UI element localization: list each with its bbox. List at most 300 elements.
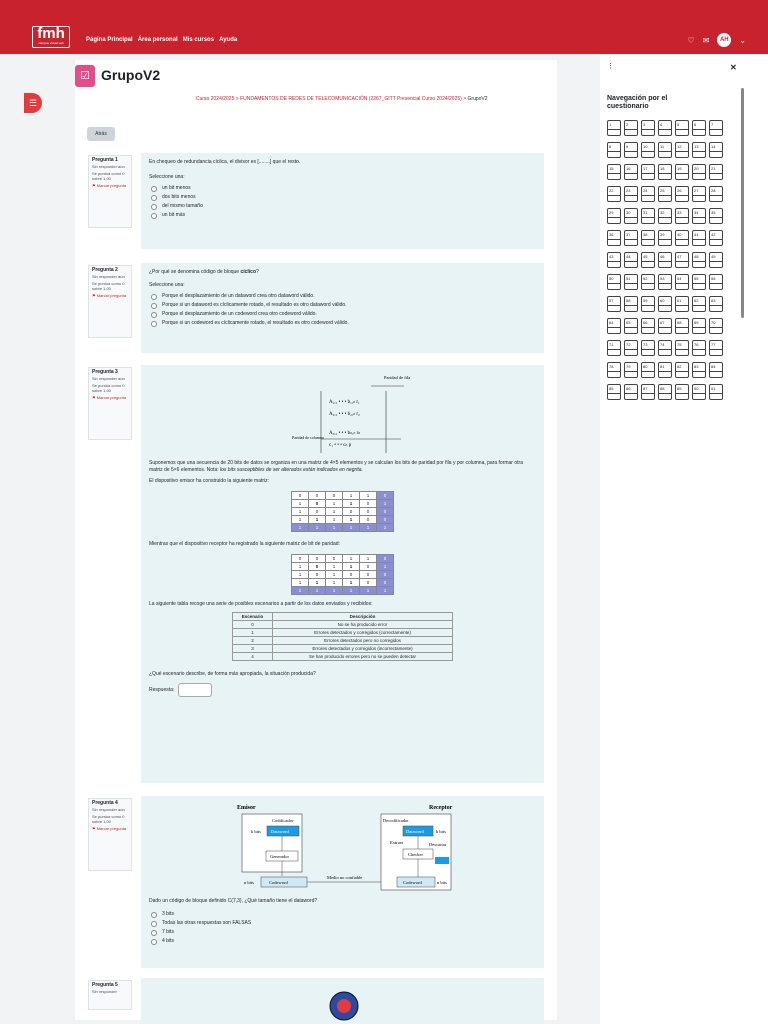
matrix-cell: 0 bbox=[377, 555, 394, 563]
matrix-cell: 1 bbox=[326, 563, 343, 571]
quiz-nav-button[interactable]: 67 bbox=[658, 318, 672, 334]
question-5-figure bbox=[141, 978, 544, 1024]
discard-label: Descartar bbox=[429, 842, 447, 847]
matrix-cell: 0 bbox=[360, 579, 377, 587]
answer-option[interactable] bbox=[151, 938, 536, 945]
quiz-nav-button[interactable]: 83 bbox=[692, 362, 706, 378]
matrix-row bbox=[292, 492, 394, 500]
table-row bbox=[233, 637, 453, 645]
matrix-cell: 1 bbox=[326, 571, 343, 579]
sender-label: Emisor bbox=[237, 805, 256, 811]
matrix-cell: 1 bbox=[343, 587, 360, 595]
matrix-cell: 0 bbox=[292, 492, 309, 500]
matrix-cell: 1 bbox=[292, 571, 309, 579]
receiver-label: Receptor bbox=[429, 805, 453, 811]
quiz-nav-title: Navegación por el cuestionario bbox=[607, 95, 668, 110]
matrix-cell: 0 bbox=[377, 579, 394, 587]
quiz-nav-button[interactable]: 80 bbox=[641, 362, 655, 378]
quiz-nav-button[interactable]: 10 bbox=[641, 142, 655, 158]
matrix-cell: 0 bbox=[309, 571, 326, 579]
matrix-row bbox=[292, 579, 394, 587]
radio-button[interactable] bbox=[151, 930, 157, 936]
option-label: 7 bits bbox=[162, 929, 174, 935]
quiz-nav-button[interactable]: 14 bbox=[709, 142, 723, 158]
table-header-row bbox=[233, 613, 453, 621]
quiz-nav-button[interactable]: 64 bbox=[607, 318, 621, 334]
matrix-cell: 1 bbox=[360, 524, 377, 532]
sender-matrix bbox=[291, 491, 394, 532]
answer-label: Respuesta: bbox=[149, 686, 175, 693]
matrix-cell: 0 bbox=[377, 571, 394, 579]
question-number: Pregunta 2 bbox=[92, 267, 118, 273]
radio-button[interactable] bbox=[151, 213, 157, 219]
matrix-cell: 1 bbox=[377, 563, 394, 571]
radio-button[interactable] bbox=[151, 939, 157, 945]
generator-label: Generador bbox=[270, 854, 289, 859]
channel-label: Medio no confiable bbox=[327, 875, 363, 880]
question-text-bold: cíclico bbox=[240, 269, 257, 275]
column-header: Descripción bbox=[273, 613, 453, 621]
option-label: un bit menos bbox=[162, 185, 191, 191]
matrix-cell: 1 bbox=[292, 579, 309, 587]
matrix-row bbox=[292, 500, 394, 508]
quiz-nav-button[interactable]: 36 bbox=[607, 230, 621, 246]
answer-option[interactable] bbox=[151, 302, 536, 309]
quiz-nav-button[interactable]: 74 bbox=[658, 340, 672, 356]
codeword-label: Codeword bbox=[269, 880, 288, 885]
quiz-nav-button[interactable]: 77 bbox=[709, 340, 723, 356]
matrix-cell: 1 bbox=[343, 524, 360, 532]
bell-icon[interactable]: ♡ bbox=[687, 35, 695, 45]
radio-button[interactable] bbox=[151, 321, 157, 327]
quiz-nav-button[interactable]: 45 bbox=[641, 252, 655, 268]
flag-label: Marcar pregunta bbox=[96, 293, 127, 298]
quiz-nav-button[interactable]: 60 bbox=[658, 296, 672, 312]
quiz-nav-button[interactable]: 46 bbox=[658, 252, 672, 268]
option-label: 3 bits bbox=[162, 911, 174, 917]
matrix-cell: 0 bbox=[377, 492, 394, 500]
matrix-cell: 1 bbox=[377, 524, 394, 532]
quiz-nav-button[interactable]: 72 bbox=[624, 340, 638, 356]
quiz-nav-button[interactable]: 44 bbox=[624, 252, 638, 268]
quiz-nav-button[interactable]: 33 bbox=[675, 208, 689, 224]
quiz-nav-button[interactable]: 38 bbox=[641, 230, 655, 246]
chevron-down-icon[interactable]: ⌄ bbox=[739, 35, 746, 45]
matrix-cell: 1 bbox=[292, 587, 309, 595]
quiz-nav-button[interactable]: 59 bbox=[641, 296, 655, 312]
quiz-nav-button[interactable]: 25 bbox=[658, 186, 672, 202]
quiz-nav-button[interactable]: 3 bbox=[641, 120, 655, 136]
question-state: Sin responder aún bbox=[92, 164, 125, 169]
matrix-cell: 1 bbox=[292, 563, 309, 571]
quiz-nav-button[interactable]: 20 bbox=[692, 164, 706, 180]
matrix-cell: 0 bbox=[309, 492, 326, 500]
matrix-cell: 0 bbox=[377, 516, 394, 524]
quiz-nav-button[interactable]: 11 bbox=[658, 142, 672, 158]
quiz-nav-button[interactable]: 12 bbox=[675, 142, 689, 158]
quiz-nav-button[interactable]: 41 bbox=[692, 230, 706, 246]
quiz-nav-button[interactable]: 55 bbox=[692, 274, 706, 290]
matrix-row bbox=[292, 524, 394, 532]
quiz-nav-button[interactable]: 8 bbox=[607, 142, 621, 158]
answer-option[interactable] bbox=[151, 185, 536, 192]
matrix-row bbox=[292, 563, 394, 571]
select-prompt: Seleccione una: bbox=[149, 282, 185, 288]
column-header: Escenario bbox=[233, 613, 273, 621]
option-label: Porque si un dataword es cíclicamente rotado, el resultado es otro dataword válido. bbox=[162, 302, 347, 308]
question-info bbox=[88, 980, 132, 1010]
close-drawer-icon[interactable]: ✕ bbox=[730, 63, 737, 72]
answer-option[interactable] bbox=[151, 320, 536, 327]
user-tools bbox=[687, 33, 746, 47]
page-title: GrupoV2 bbox=[101, 67, 161, 83]
quiz-nav-grid bbox=[607, 120, 729, 391]
flag-icon: ⚑ bbox=[92, 293, 96, 298]
matrix-cell: 0 bbox=[343, 508, 360, 516]
quiz-nav-button[interactable]: 51 bbox=[624, 274, 638, 290]
extract-label: Extraer bbox=[390, 840, 404, 845]
question-text bbox=[149, 460, 536, 474]
answer-row bbox=[149, 683, 536, 697]
question-text: Mientras que el dispositivo receptor ha registrado la siguiente matriz de bit de paridad: bbox=[149, 541, 340, 547]
quiz-nav-button[interactable]: 56 bbox=[709, 274, 723, 290]
quiz-nav-button[interactable]: 50 bbox=[607, 274, 621, 290]
quiz-nav-button[interactable]: 15 bbox=[607, 164, 621, 180]
option-label: dos bits menos bbox=[162, 194, 196, 200]
question-3 bbox=[141, 365, 544, 783]
matrix-cell: 1 bbox=[309, 587, 326, 595]
quiz-nav-button[interactable]: 29 bbox=[607, 208, 621, 224]
figure-shape bbox=[337, 999, 351, 1013]
matrix-cell: 1 bbox=[360, 555, 377, 563]
matrix-row bbox=[292, 516, 394, 524]
question-state: Sin responder aún bbox=[92, 807, 125, 812]
quiz-nav-button[interactable]: 54 bbox=[675, 274, 689, 290]
table-cell: Errores detectados pero no corregidos bbox=[273, 637, 453, 645]
breadcrumb: Curso 2024/2025 > FUNDAMENTOS DE REDES DE TELECOMUNICACIÓN (2267_GITT Presencial Curso 2024/2025) > GrupoV2 bbox=[196, 96, 488, 102]
quiz-nav-button[interactable]: 49 bbox=[709, 252, 723, 268]
quiz-nav-button[interactable]: 84 bbox=[709, 362, 723, 378]
k-bits-label: k bits bbox=[436, 829, 446, 834]
quiz-nav-button[interactable]: 21 bbox=[709, 164, 723, 180]
matrix-cell: 1 bbox=[360, 587, 377, 595]
radio-button[interactable] bbox=[151, 204, 157, 210]
matrix-cell: 1 bbox=[309, 579, 326, 587]
question-text-part: Suponemos que una secuencia de 20 bits de datos se organiza en una matriz de 4×5 elementos y se calculan los bits de paridad por fila y por columna, para formar otra matriz de 5×6 elementos. Nota: bbox=[149, 460, 523, 473]
quiz-nav-button[interactable]: 69 bbox=[692, 318, 706, 334]
table-row bbox=[233, 653, 453, 661]
site-logo[interactable] bbox=[32, 26, 70, 48]
question-text: El dispositivo emisor ha construido la siguiente matriz: bbox=[149, 478, 270, 484]
radio-button[interactable] bbox=[151, 195, 157, 201]
question-info bbox=[88, 367, 132, 440]
option-label: un bit más bbox=[162, 212, 186, 218]
quiz-nav-button[interactable]: 28 bbox=[709, 186, 723, 202]
encoder-label: Codificador bbox=[272, 818, 294, 823]
flag-question-link[interactable] bbox=[92, 395, 128, 400]
question-4 bbox=[141, 796, 544, 968]
quiz-nav-button[interactable]: 57 bbox=[607, 296, 621, 312]
quiz-nav-button[interactable]: 88 bbox=[658, 384, 672, 400]
breadcrumb-course[interactable]: FUNDAMENTOS DE REDES DE TELECOMUNICACIÓN (2267_GITT Presencial Curso 2024/2025) bbox=[240, 96, 462, 102]
quiz-nav-button[interactable]: 58 bbox=[624, 296, 638, 312]
matrix-row bbox=[292, 508, 394, 516]
matrix-cell: 0 bbox=[360, 563, 377, 571]
quiz-nav-button[interactable]: 85 bbox=[607, 384, 621, 400]
question-grade: Se puntúa como 0 sobre 1,00 bbox=[92, 814, 125, 824]
quiz-nav-button[interactable]: 18 bbox=[658, 164, 672, 180]
quiz-nav-button[interactable]: 79 bbox=[624, 362, 638, 378]
matrix-cell: 1 bbox=[326, 508, 343, 516]
quiz-nav-button[interactable]: 35 bbox=[709, 208, 723, 224]
matrix-cell: 1 bbox=[292, 500, 309, 508]
checker-label: Checker bbox=[408, 852, 423, 857]
question-text: Dado un código de bloque definido C(7,3), ¿Qué tamaño tiene el dataword? bbox=[149, 898, 318, 904]
matrix-cell: 0 bbox=[343, 571, 360, 579]
matrix-cell: 0 bbox=[377, 508, 394, 516]
quiz-nav-button[interactable]: 9 bbox=[624, 142, 638, 158]
table-row bbox=[233, 645, 453, 653]
column-parity-label: Paridad de columna bbox=[292, 435, 324, 440]
quiz-nav-button[interactable]: 47 bbox=[675, 252, 689, 268]
matrix-cell: 1 bbox=[326, 516, 343, 524]
mail-icon[interactable]: ✉ bbox=[702, 35, 710, 45]
quiz-nav-button[interactable]: 71 bbox=[607, 340, 621, 356]
matrix-cell: 1 bbox=[343, 492, 360, 500]
question-text: ¿Qué escenario describe, de forma más apropiada, la situación producida? bbox=[149, 671, 316, 677]
radio-button[interactable] bbox=[151, 921, 157, 927]
flag-icon: ⚑ bbox=[92, 826, 96, 831]
quiz-nav-button[interactable]: 48 bbox=[692, 252, 706, 268]
matrix-cell: 0 bbox=[309, 555, 326, 563]
answer-option[interactable] bbox=[151, 911, 536, 918]
quiz-nav-button[interactable]: 73 bbox=[641, 340, 655, 356]
matrix-cell: 1 bbox=[360, 492, 377, 500]
logo-text: fmh bbox=[37, 25, 65, 42]
back-button[interactable]: Atrás bbox=[87, 127, 115, 141]
quiz-nav-button[interactable]: 16 bbox=[624, 164, 638, 180]
table-cell: 3 bbox=[233, 645, 273, 653]
matrix-cell: 1 bbox=[292, 508, 309, 516]
flag-label: Marcar pregunta bbox=[96, 826, 127, 831]
quiz-nav-button[interactable]: 5 bbox=[675, 120, 689, 136]
matrix-cell: 1 bbox=[377, 500, 394, 508]
quiz-nav-button[interactable]: 2 bbox=[624, 120, 638, 136]
quiz-nav-button[interactable]: 76 bbox=[692, 340, 706, 356]
quiz-nav-button[interactable]: 6 bbox=[692, 120, 706, 136]
radio-button[interactable] bbox=[151, 294, 157, 300]
flag-question-link[interactable] bbox=[92, 293, 128, 298]
matrix-cell: c₁ • • • cₙ p bbox=[329, 443, 352, 448]
n-bits-label: n bits bbox=[244, 880, 254, 885]
quiz-nav-button[interactable]: 27 bbox=[692, 186, 706, 202]
quiz-nav-button[interactable]: 78 bbox=[607, 362, 621, 378]
quiz-nav-button[interactable]: 19 bbox=[675, 164, 689, 180]
nav-home[interactable]: Página Principal bbox=[86, 37, 133, 43]
quiz-nav-button[interactable]: 89 bbox=[675, 384, 689, 400]
question-1 bbox=[141, 153, 544, 249]
table-cell: Se han producido errores pero no se pueden detectar bbox=[273, 653, 453, 661]
quiz-nav-button[interactable]: 65 bbox=[624, 318, 638, 334]
nav-my-courses[interactable]: Mis cursos bbox=[182, 37, 215, 43]
matrix-cell: 0 bbox=[309, 500, 326, 508]
quiz-nav-button[interactable]: 24 bbox=[641, 186, 655, 202]
quiz-nav-button[interactable]: 43 bbox=[607, 252, 621, 268]
answer-option[interactable] bbox=[151, 311, 536, 318]
quiz-nav-button[interactable]: 70 bbox=[709, 318, 723, 334]
table-cell: 1 bbox=[233, 629, 273, 637]
matrix-row bbox=[292, 587, 394, 595]
table-cell: 4 bbox=[233, 653, 273, 661]
quiz-nav-button[interactable]: 81 bbox=[658, 362, 672, 378]
quiz-nav-button[interactable]: 68 bbox=[675, 318, 689, 334]
matrix-cell: 1 bbox=[343, 555, 360, 563]
matrix-cell: 0 bbox=[326, 555, 343, 563]
quiz-nav-button[interactable]: 75 bbox=[675, 340, 689, 356]
quiz-nav-button[interactable]: 17 bbox=[641, 164, 655, 180]
quiz-nav-button[interactable]: 37 bbox=[624, 230, 638, 246]
matrix-cell: 1 bbox=[326, 500, 343, 508]
discard-bin bbox=[435, 857, 449, 864]
answer-option[interactable] bbox=[151, 194, 536, 201]
quiz-nav-button[interactable]: 32 bbox=[658, 208, 672, 224]
quiz-nav-button[interactable]: 62 bbox=[692, 296, 706, 312]
breadcrumb-current: GrupoV2 bbox=[467, 96, 488, 102]
quiz-nav-button[interactable]: 26 bbox=[675, 186, 689, 202]
question-state: Sin responder aún bbox=[92, 376, 125, 381]
radio-button[interactable] bbox=[151, 912, 157, 918]
quiz-nav-button[interactable]: 66 bbox=[641, 318, 655, 334]
block-code-diagram bbox=[149, 802, 536, 894]
option-label: Todas las otras respuestas son FALSAS bbox=[162, 920, 252, 926]
course-index-toggle-icon[interactable]: ☰ bbox=[24, 93, 42, 113]
quiz-nav-button[interactable]: 1 bbox=[607, 120, 621, 136]
matrix-cell: 0 bbox=[309, 563, 326, 571]
quiz-nav-button[interactable]: 23 bbox=[624, 186, 638, 202]
matrix-cell: 0 bbox=[360, 571, 377, 579]
flag-label: Marcar pregunta bbox=[96, 395, 127, 400]
table-row bbox=[233, 629, 453, 637]
question-text-part: ? bbox=[256, 269, 259, 275]
decoder-label: Decodificador bbox=[383, 818, 409, 823]
quiz-nav-button[interactable]: 87 bbox=[641, 384, 655, 400]
table-row bbox=[233, 621, 453, 629]
option-label: Porque si un codeword es cíclicamente rotado, el resultado es otro codeword válido. bbox=[162, 320, 349, 326]
table-cell: Errores detectados y corregidos (correctamente) bbox=[273, 629, 453, 637]
question-text bbox=[149, 269, 536, 276]
radio-button[interactable] bbox=[151, 186, 157, 192]
matrix-cell: A₁,₁ • • • b₁,ₙ r₁ bbox=[329, 400, 360, 405]
quiz-nav-button[interactable]: 30 bbox=[624, 208, 638, 224]
row-parity-label: Paridad de fila bbox=[384, 375, 411, 380]
drag-handle-icon[interactable]: ⋮ bbox=[607, 63, 614, 70]
quiz-nav-button[interactable]: 39 bbox=[658, 230, 672, 246]
table-cell: 0 bbox=[233, 621, 273, 629]
answer-option[interactable] bbox=[151, 920, 536, 927]
scrollbar[interactable] bbox=[741, 88, 744, 318]
matrix-cell: 1 bbox=[326, 579, 343, 587]
quiz-nav-button[interactable]: 63 bbox=[709, 296, 723, 312]
quiz-nav-button[interactable]: 40 bbox=[675, 230, 689, 246]
question-number: Pregunta 5 bbox=[92, 982, 118, 988]
matrix-cell: 1 bbox=[309, 524, 326, 532]
quiz-nav-button[interactable]: 42 bbox=[709, 230, 723, 246]
question-note: los bits susceptibles de ser alterados están indicados en negrita. bbox=[220, 467, 363, 473]
answer-option[interactable] bbox=[151, 212, 536, 219]
quiz-nav-button[interactable]: 53 bbox=[658, 274, 672, 290]
answer-option[interactable] bbox=[151, 293, 536, 300]
flag-label: Marcar pregunta bbox=[96, 183, 127, 188]
matrix-cell: 1 bbox=[343, 500, 360, 508]
matrix-cell: 1 bbox=[292, 524, 309, 532]
table-cell: 2 bbox=[233, 637, 273, 645]
question-number: Pregunta 1 bbox=[92, 157, 118, 163]
radio-button[interactable] bbox=[151, 303, 157, 309]
question-info bbox=[88, 798, 132, 871]
question-info bbox=[88, 265, 132, 338]
quiz-nav-button[interactable]: 61 bbox=[675, 296, 689, 312]
matrix-cell: A₂,₁ • • • b₂,ₙ r₂ bbox=[329, 412, 360, 417]
answer-input[interactable] bbox=[178, 683, 212, 697]
flag-question-link[interactable] bbox=[92, 826, 128, 831]
quiz-nav-button[interactable]: 22 bbox=[607, 186, 621, 202]
select-prompt: Seleccione una: bbox=[149, 174, 185, 180]
quiz-icon: ☑ bbox=[75, 65, 95, 87]
answer-option[interactable] bbox=[151, 203, 536, 210]
matrix-cell: 0 bbox=[360, 516, 377, 524]
avatar[interactable]: AH bbox=[717, 33, 731, 47]
quiz-nav-button[interactable]: 52 bbox=[641, 274, 655, 290]
parity-matrix-figure bbox=[149, 371, 536, 457]
radio-button[interactable] bbox=[151, 312, 157, 318]
matrix-cell: 1 bbox=[309, 516, 326, 524]
dataword-label: Dataword bbox=[271, 829, 289, 834]
flag-question-link[interactable] bbox=[92, 183, 128, 188]
matrix-cell: 1 bbox=[326, 587, 343, 595]
option-label: del mismo tamaño bbox=[162, 203, 203, 209]
quiz-nav-button[interactable]: 7 bbox=[709, 120, 723, 136]
nav-help[interactable]: Ayuda bbox=[219, 37, 238, 43]
quiz-nav-button[interactable]: 34 bbox=[692, 208, 706, 224]
codeword-label: Codeword bbox=[403, 880, 422, 885]
question-text: En chequeo de redundancia cíclica, el divisor es [........] que el resto. bbox=[149, 159, 301, 165]
option-label: Porque el desplazamiento de un dataword crea otro dataword válido. bbox=[162, 293, 315, 299]
table-cell: Errores detectados y corregidos (incorrectamente) bbox=[273, 645, 453, 653]
flag-icon: ⚑ bbox=[92, 183, 96, 188]
quiz-nav-button[interactable]: 86 bbox=[624, 384, 638, 400]
quiz-nav-button[interactable]: 90 bbox=[692, 384, 706, 400]
primary-nav bbox=[86, 37, 237, 43]
quiz-nav-button[interactable]: 4 bbox=[658, 120, 672, 136]
logo-subtext: campus virtual uah bbox=[38, 41, 64, 45]
quiz-nav-button[interactable]: 91 bbox=[709, 384, 723, 400]
question-text: La siguiente tabla recoge una serie de posibles escenarios a partir de los datos enviados y recibidos: bbox=[149, 601, 373, 607]
quiz-nav-button[interactable]: 13 bbox=[692, 142, 706, 158]
matrix-cell: 1 bbox=[343, 563, 360, 571]
breadcrumb-course-year[interactable]: Curso 2024/2025 bbox=[196, 96, 235, 102]
quiz-nav-button[interactable]: 82 bbox=[675, 362, 689, 378]
question-grade: Se puntúa como 0 sobre 1,00 bbox=[92, 383, 125, 393]
dataword-label: Dataword bbox=[406, 829, 424, 834]
matrix-cell: 0 bbox=[326, 492, 343, 500]
matrix-cell: 1 bbox=[292, 516, 309, 524]
nav-dashboard[interactable]: Área personal bbox=[137, 37, 178, 43]
n-bits-label: n bits bbox=[437, 880, 447, 885]
answer-option[interactable] bbox=[151, 929, 536, 936]
question-5 bbox=[141, 978, 544, 1024]
question-state: Sin responder bbox=[92, 989, 117, 994]
quiz-nav-button[interactable]: 31 bbox=[641, 208, 655, 224]
